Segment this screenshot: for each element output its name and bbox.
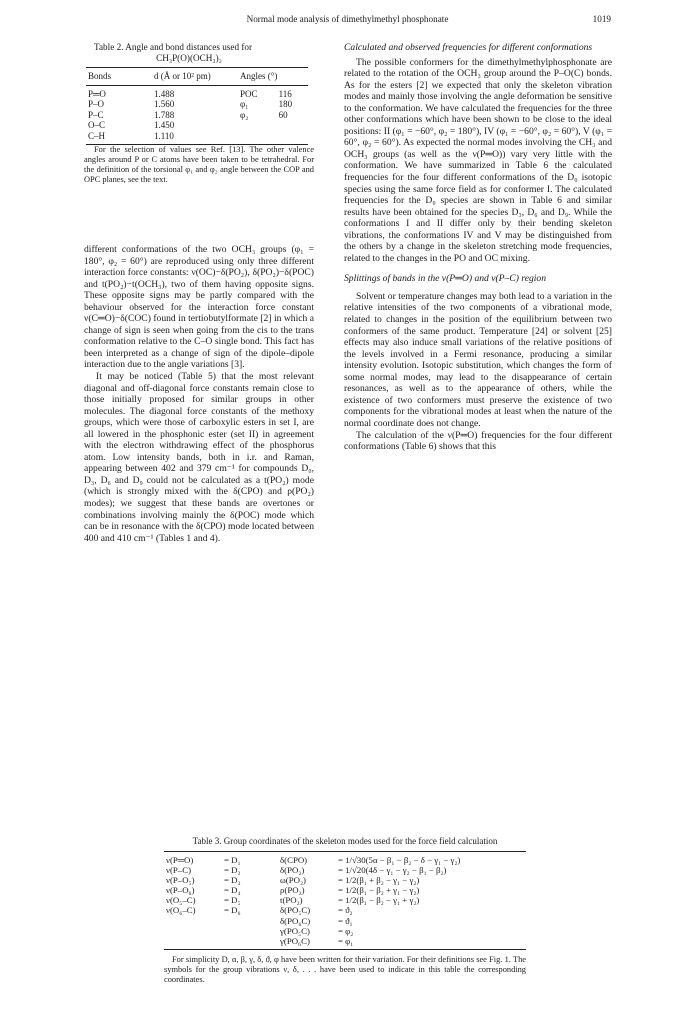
table-cell	[238, 120, 277, 131]
table-cell: 1.560	[154, 99, 175, 109]
table-cell: O–C	[88, 120, 106, 130]
table-cell: = D₂	[224, 865, 241, 876]
table-cell: = D₁	[222, 852, 278, 866]
table-cell: γ(PO₅C)	[280, 925, 310, 936]
right-paragraph-2: Solvent or temperature changes may both lead to a variation in the relative intensities of the two components of a vibrational mode, related to changes in the position of the equilibrium between two conformers of the same product. Temperature [24] or solvent [25] effects may also induce small variations of the relative positions of the levels involved in a Fermi resonance, producing a similar intensity evolution. Isotopic substitution, which changes the form of some normal modes, may lead to the disappearance of certain resonances, as well as to the appearance of others, while the existence of two conformers must preserve the existence of two components for the vibrational modes at least when the nature of the normal coordinate does not change.	[344, 290, 612, 429]
table-cell: = φ₁	[336, 936, 526, 950]
table-row	[164, 905, 526, 915]
left-paragraph-2: It may be noticed (Table 5) that the most relevant diagonal and off-diagonal force constants remain close to those initially proposed for similar groups in other molecules. The diagonal force constants of the methoxy groups, which were those of carboxylic esters in set I, are all lowered in the phosphonic ester (set II) in agreement with the electron withdrawing effect of the phosphorus atom. Low intensity bands, both in i.r. and Raman, appearing between 402 and 379 cm⁻¹ for compounds D₀, D₃, D₆ and D₉ could not be calculated as a t(PO₂) mode (which is strongly mixed with the δ(CPO) and ρ(PO₂) modes); we suggest that these bands are overtones or combinations involving mainly the δ(POC) mode which can be in resonance with the δ(CPO) mode located between 400 and 410 cm⁻¹ (Tables 1 and 4).	[84, 371, 314, 544]
table-cell: C–H	[86, 131, 152, 145]
table-cell: ν(O₅–C)	[166, 895, 196, 906]
table-cell: 180	[278, 99, 293, 109]
table-cell	[164, 936, 222, 950]
table-cell: = ϑ₂	[338, 905, 353, 916]
table3-caption: Table 3. Group coordinates of the skeleton modes used for the force field calculation	[192, 836, 498, 846]
table-cell: δ(PO₆C)	[280, 915, 311, 926]
table-row	[86, 131, 308, 145]
table-cell: = D₆	[224, 905, 241, 916]
table-cell: = 1/2(β₁ − β₂ − γ₁ + γ₂)	[338, 895, 420, 906]
table-cell: 1.488	[154, 88, 175, 99]
table2-block	[84, 42, 314, 185]
running-header	[84, 14, 611, 28]
table-row	[164, 936, 526, 950]
table-cell: ν(P–O₅)	[166, 875, 195, 886]
page-number: 1019	[592, 14, 611, 24]
table3-note: For simplicity D, α, β, γ, δ, ϑ, φ have been written for their variation. For their definitions see Fig. 1. The symbols for the group vibrations ν, δ, . . . have been used to indicate in this table the corresponding coordinates.	[164, 954, 526, 984]
table-cell: = 1/2(β₁ − β₂ + γ₁ − γ₂)	[338, 885, 420, 896]
table-cell: = φ₂	[338, 925, 354, 936]
table-cell: = 1/2(β₁ + β₂ − γ₁ − γ₂)	[338, 875, 420, 886]
table-cell: ρ(PO₂)	[280, 885, 305, 896]
table-cell: P–C	[88, 109, 104, 120]
left-column-text	[84, 244, 314, 544]
table2-header: Angles (°)	[238, 68, 308, 86]
table-cell: ν(O₆–C)	[166, 905, 196, 916]
table-cell	[222, 936, 278, 950]
table-cell: = 1/√20(4δ − γ₁ − γ₂ − β₁ − β₂)	[338, 865, 447, 876]
table-cell	[222, 916, 278, 926]
table-row	[164, 865, 526, 875]
table-cell: POC	[240, 88, 258, 99]
table-row	[86, 85, 308, 99]
table-cell: ν(P–C)	[166, 865, 191, 876]
table-cell: δ(PO₂)	[280, 865, 305, 876]
table-cell: φ₁	[240, 99, 249, 109]
table-cell: ν(P═O)	[164, 852, 222, 866]
right-paragraph-1: The possible conformers for the dimethylmethylphosphonate are related to the rotation of the OCH₃ group around the P–O(C) bonds. As for the esters [2] we expected that only the skeleton vibration modes and mainly those involving the angle deformation be sensitive to the conformation. We have calculated the frequencies for the three other conformations which have been shown to be close to the ideal positions: II (φ₁ = −60°, φ₂ = 180°), IV (φ₁ = −60°, φ₂ = 60°), V (φ₁ = 60°, φ₂ = 60°). As expected the normal modes involving the CH₃ and OCH₃ groups (as well as the ν(P═O)) vary very little with the conformation. We have summarized in Table 6 the calculated frequencies for the four different conformations of the D₀ isotopic species using the same force field as for conformer I. The calculated frequencies for the D₀ species are shown in Table 6 and similar results have been obtained for the species D₃, D₆ and D₉. While the conformations I and II differ only by their bending skeleton vibrations, the conformations IV and V may be distinguished from the others by a change in the skeleton stretching mode frequencies, related to the changes in the PO and OC mixing.	[344, 56, 612, 264]
section-heading-splittings: Splittings of bands in the ν(P═O) and ν(P–C) region	[344, 273, 547, 285]
table2-header: Bonds	[86, 68, 152, 86]
table3-block	[164, 836, 526, 993]
table-cell: P–O	[88, 99, 105, 109]
table2-caption: Table 2. Angle and bond distances used for CH₃P(O)(OCH₃)₂	[94, 42, 253, 63]
table-cell: = ϑ₁	[338, 915, 353, 926]
right-paragraph-3: The calculation of the ν(P═O) frequencies for the four different conformations (Table 6) shows that this	[344, 429, 612, 453]
table-row	[86, 110, 308, 121]
table-cell: δ(PO₅C)	[280, 905, 311, 916]
table2-header-row	[86, 68, 308, 86]
table3	[164, 851, 526, 950]
table-cell: = D₃	[224, 875, 241, 886]
table-row	[164, 895, 526, 905]
table2-header: d (Å or 10² pm)	[152, 68, 238, 86]
table-row	[86, 120, 308, 131]
left-paragraph-1: different conformations of the two OCH₃ groups (φ₁ = 180°, φ₂ = 60°) are reproduced using only three different interaction force constants: ν(OC)−δ(PO₂), δ(PO₂)−δ(POC) and t(PO₂)−t(OCH₃), two of them having opposite signs. These opposite signs may be partly compared with the behaviour observed for the interaction force constant ν(C═O)−δ(COC) found in tertiobutylformate [2] in which a change of sign is seen when going from the cis to the trans conformation relative to the C–O single bond. This fact has been interpreted as a change of sign of the dipole–dipole interaction due to the angle variations [3].	[84, 244, 314, 371]
table-cell	[277, 120, 308, 131]
table-cell: ω(PO₂)	[280, 875, 306, 886]
table-cell: φ₂	[240, 109, 249, 120]
table-row	[164, 875, 526, 885]
table-row	[164, 916, 526, 926]
table-cell: = 1/√30(5α − β₁ − β₂ − δ − γ₁ − γ₂)	[336, 852, 526, 866]
table-cell: δ(CPO)	[278, 852, 336, 866]
table-row	[164, 926, 526, 936]
table-row	[86, 99, 308, 110]
table2-note: For the selection of values see Ref. [13]. The other valence angles around P or C atoms have been taken to be tetrahedral. For the definition of the torsional φ₁ and φ₂ angle between the COP and OPC planes, see the text.	[84, 145, 314, 184]
table2	[86, 67, 308, 145]
table-cell	[164, 916, 222, 926]
table-cell: 1.788	[154, 109, 175, 120]
table-cell	[277, 131, 308, 145]
table-cell: 116	[278, 88, 292, 99]
section-heading-frequencies: Calculated and observed frequencies for different conformations	[344, 42, 593, 53]
right-column-text	[344, 42, 612, 453]
table-cell: = D₅	[224, 895, 241, 906]
table-cell: 1.110	[152, 131, 238, 145]
running-title: Normal mode analysis of dimethylmethyl phosphonate	[246, 14, 449, 24]
table-cell: ν(P–O₆)	[166, 885, 195, 896]
table-cell: 60	[278, 109, 288, 120]
table-cell: P═O	[88, 88, 106, 99]
table-cell: γ(PO₆C)	[278, 936, 336, 950]
table-cell	[222, 926, 278, 936]
table-cell: t(PO₂)	[280, 895, 303, 906]
table-row	[164, 852, 526, 866]
table-cell	[238, 131, 277, 145]
table-cell: 1.450	[154, 120, 175, 130]
table-cell: = D₄	[224, 885, 241, 896]
table-row	[164, 885, 526, 895]
table-cell	[164, 926, 222, 936]
